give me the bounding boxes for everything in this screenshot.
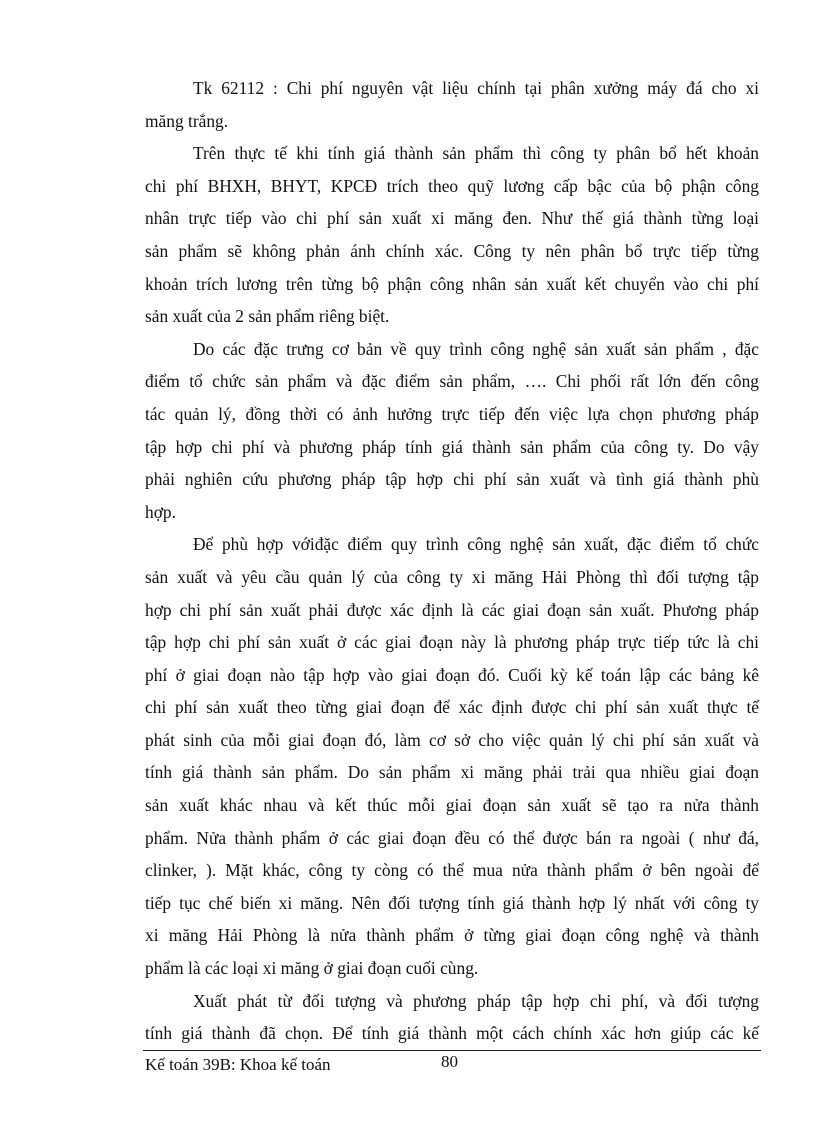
text-line: tính giá thành sản phẩm. Do sản phẩm xi măng phải trải qua nhiều giai đoạn	[145, 762, 759, 783]
text-line: tập hợp chi phí và phương pháp tính giá thành sản phẩm của công ty. Do vậy	[145, 436, 759, 457]
text-line: hợp.	[145, 501, 176, 522]
text-line: khoản trích lương trên từng bộ phận công nhân sản xuất kết chuyển vào chi phí	[145, 273, 759, 294]
text-line: sản xuất khác nhau và kết thúc mỗi giai đoạn sản xuất sẽ tạo ra nửa thành	[145, 795, 759, 816]
text-line: tác quản lý, đồng thời có ảnh hưởng trực tiếp đến việc lựa chọn phương pháp	[145, 403, 759, 424]
paragraph	[145, 72, 759, 137]
footer-department: Kế toán 39B: Khoa kế toán	[145, 1055, 331, 1074]
text-line: Do các đặc trưng cơ bản về quy trình công nghệ sản xuất sản phẩm , đặc	[193, 338, 759, 359]
text-line: sản phẩm sẽ không phản ánh chính xác. Công ty nên phân bổ trực tiếp từng	[145, 240, 759, 261]
text-line: sản xuất của 2 sản phẩm riêng biệt.	[145, 306, 390, 327]
text-line: phí ở giai đoạn nào tập hợp vào giai đoạn đó. Cuối kỳ kế toán lập các bảng kê	[145, 664, 759, 685]
page-number: 80	[441, 1052, 458, 1071]
text-line: tập hợp chi phí sản xuất ở các giai đoạn này là phương pháp trực tiếp tức là chi	[145, 632, 759, 653]
text-line: măng trắng.	[145, 110, 229, 131]
document-body	[145, 72, 759, 1050]
text-line: phẩm. Nửa thành phẩm ở các giai đoạn đều có thể được bán ra ngoài ( như đá,	[145, 827, 759, 848]
text-line: sản xuất và yêu cầu quản lý của công ty xi măng Hải Phòng thì đối tượng tập	[145, 566, 759, 587]
text-line: tính giá thành đã chọn. Để tính giá thành một cách chính xác hơn giúp các kế	[145, 1023, 759, 1044]
text-line: nhân trực tiếp vào chi phí sản xuất xi măng đen. Như thế giá thành từng loại	[145, 208, 759, 229]
paragraph	[145, 137, 759, 333]
text-line: phẩm là các loại xi măng ở giai đoạn cuối cùng.	[145, 958, 479, 979]
paragraph	[145, 333, 759, 529]
text-line: xi măng Hải Phòng là nửa thành phẩm ở từng giai đoạn công nghệ và thành	[145, 925, 759, 946]
paragraph	[145, 985, 759, 1050]
text-line: Trên thực tế khi tính giá thành sản phẩm thì công ty phân bổ hết khoản	[193, 143, 759, 164]
text-line: phải nghiên cứu phương pháp tập hợp chi phí sản xuất và tình giá thành phù	[145, 469, 759, 490]
text-line: chi phí BHXH, BHYT, KPCĐ trích theo quỹ lương cấp bậc của bộ phận công	[145, 175, 759, 196]
text-line: chi phí sản xuất theo từng giai đoạn để xác định được chi phí sản xuất thực tế	[145, 697, 759, 718]
text-line: clinker, ). Mặt khác, công ty còng có thể mua nửa thành phẩm ở bên ngoài để	[145, 860, 759, 881]
paragraph	[145, 528, 759, 984]
text-line: Xuất phát từ đối tượng và phương pháp tập hợp chi phí, và đối tượng	[193, 990, 759, 1011]
text-line: hợp chi phí sản xuất phải được xác định là các giai đoạn sản xuất. Phương pháp	[145, 599, 759, 620]
text-line: Tk 62112 : Chi phí nguyên vật liệu chính tại phân xưởng máy đá cho xi	[193, 78, 759, 98]
text-line: tiếp tục chế biến xi măng. Nên đối tượng tính giá thành hợp lý nhất với công ty	[145, 892, 759, 913]
text-line: Để phù hợp vớiđặc điểm quy trình công nghệ sản xuất, đặc điểm tổ chức	[193, 534, 759, 555]
text-line: phát sinh của mỗi giai đoạn đó, làm cơ sở cho việc quản lý chi phí sản xuất và	[145, 729, 759, 750]
text-line: điểm tổ chức sản phẩm và đặc điểm sản phẩm, …. Chi phối rất lớn đến công	[145, 371, 759, 392]
